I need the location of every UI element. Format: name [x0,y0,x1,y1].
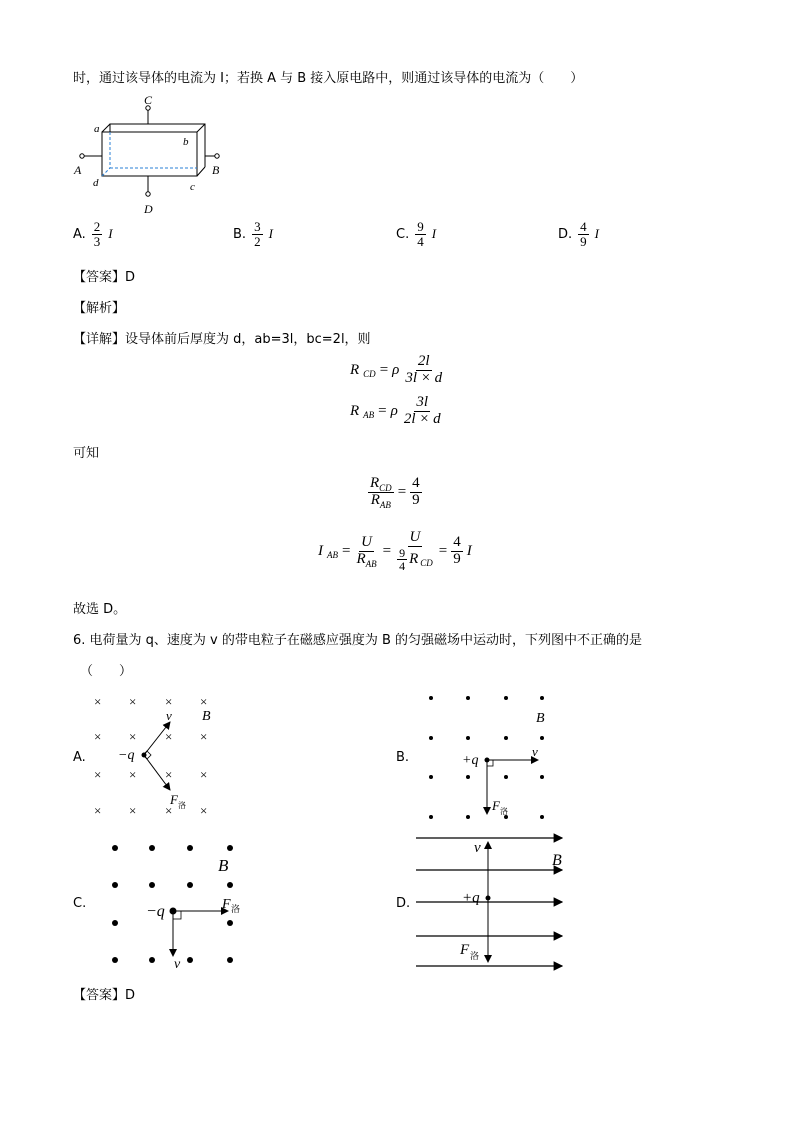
cross-mark: × [129,803,137,818]
svg-text:B: B [202,709,211,724]
question-6-stem: 6. 电荷量为 q、速度为 v 的带电粒子在磁感应强度为 B 的匀强磁场中运动时，下列图中不正确的是 [73,633,643,648]
label-c: c [190,181,195,193]
q6-option-d-letter[interactable]: D. [396,896,411,911]
svg-text:F: F [492,798,500,813]
cross-mark: × [129,694,137,709]
formula-current: I AB = $\frac{U}{R_{AB}}$ = U $\frac{9}{4}$ R CD = $\frac{4}{9}$ I [318,529,472,574]
svg-text:+q: +q [462,753,479,768]
svg-text:v: v [166,708,172,723]
label-C: C [144,93,153,107]
formula-rab: R AB = ρ $\frac{3l}{2l \times d}$ [350,394,441,427]
label-D: D [144,202,153,216]
formula-ratio: $\frac{R_{CD}}{R_{AB}}$ = $\frac{4}{9}$ [370,475,420,510]
conclusion-text: 故选 D。 [73,602,127,617]
svg-text:F: F [460,942,470,958]
q6-option-a-letter[interactable]: A. [73,750,86,765]
svg-text:+q: +q [462,890,480,906]
svg-text:B: B [552,852,562,869]
q6-option-a-figure [86,690,226,820]
cross-mark: × [165,803,173,818]
svg-text:洛: 洛 [231,904,241,914]
label-d: d [93,177,99,189]
q6-option-c-figure [100,836,250,971]
label-a: a [94,123,100,135]
q6-option-d-figure [412,830,572,975]
cross-mark: × [165,767,173,782]
cross-mark: × [165,729,173,744]
svg-text:B: B [218,856,229,875]
svg-text:−q: −q [118,748,135,763]
svg-text:洛: 洛 [470,951,480,961]
q5-answer: 【答案】D [73,270,136,285]
label-A: A [74,163,82,177]
conductor-box-figure [60,92,230,217]
svg-text:B: B [536,711,545,726]
cross-mark: × [94,803,102,818]
svg-text:v: v [474,840,481,856]
option-c-fraction: $\frac{9}{4}$ [417,219,424,249]
svg-text:洛: 洛 [500,807,508,816]
label-B: B [212,163,220,177]
svg-text:洛: 洛 [178,801,186,810]
cross-mark: × [94,694,102,709]
svg-text:F: F [222,897,231,912]
svg-text:v: v [174,957,181,971]
cross-mark: × [94,729,102,744]
q6-answer: 【答案】D [73,988,136,1003]
option-a[interactable]: A. $\frac{2}{3}$ I [73,219,113,249]
cross-mark: × [200,767,208,782]
option-b-fraction: $\frac{3}{2}$ [254,219,261,249]
svg-text:−q: −q [146,903,165,920]
option-d[interactable]: D. $\frac{4}{9}$ I [558,219,599,249]
cross-mark: × [129,729,137,744]
formula-rcd: R CD = ρ $\frac{2l}{3l \times d}$ [350,353,443,386]
option-d-fraction: $\frac{4}{9}$ [580,219,587,249]
question-5-stem-tail: 时，通过该导体的电流为 I；若换 A 与 B 接入原电路中，则通过该导体的电流为（ ） [73,71,584,86]
q6-option-b-letter[interactable]: B. [396,750,410,765]
cross-mark: × [200,803,208,818]
cross-mark: × [129,767,137,782]
detail-text: 【详解】设导体前后厚度为 d，ab=3l，bc=2l，则 [73,332,371,347]
option-c[interactable]: C. $\frac{9}{4}$ I [396,219,437,249]
cross-mark: × [200,729,208,744]
svg-text:v: v [532,744,538,759]
q6-option-c-letter[interactable]: C. [73,896,87,911]
analysis-label: 【解析】 [73,301,126,316]
cross-mark: × [200,694,208,709]
cross-mark: × [165,694,173,709]
option-b[interactable]: B. $\frac{3}{2}$ I [233,219,273,249]
label-b: b [183,136,189,148]
svg-text:F: F [170,792,178,807]
cross-mark: × [94,767,102,782]
kezhi-text: 可知 [73,446,100,461]
option-a-fraction: $\frac{2}{3}$ [93,219,101,249]
q6-option-b-figure [420,688,560,823]
question-6-bracket: （ ） [80,664,133,679]
